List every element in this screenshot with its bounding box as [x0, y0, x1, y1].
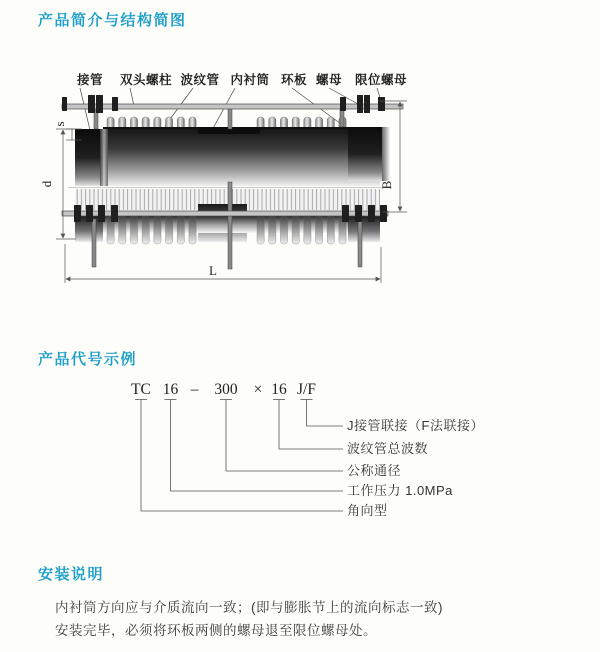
- dim-d-lines: [56, 129, 76, 239]
- left-pipe-end: [75, 129, 103, 186]
- weld-seam: [100, 129, 108, 186]
- dim-label-s: s: [52, 121, 67, 127]
- right-end-shading: [382, 127, 390, 181]
- structure-diagram: [30, 64, 420, 292]
- part-label-limit-nut: 限位螺母: [354, 73, 408, 87]
- dim-label-B: B: [379, 180, 394, 190]
- intro-section-title: 产品简介与结构简图: [38, 12, 187, 29]
- expansion-joint-drawing: [30, 64, 420, 292]
- code-leader-lines: [135, 400, 343, 512]
- install-line-flow-direction: 内衬筒方向应与介质流向一致；(即与膨胀节上的流向标志一致): [55, 600, 443, 615]
- legend-wave-count: 波纹管总波数: [347, 441, 429, 456]
- code-breakdown-drawing: [118, 378, 490, 530]
- dim-l-lines: [65, 244, 381, 283]
- code-part-times: ×: [253, 381, 263, 398]
- joint-body: [103, 129, 380, 186]
- right-pipe-end: [348, 127, 382, 181]
- legend-working-pressure: 工作压力 1.0MPa: [347, 483, 453, 498]
- code-part-pressure: 16: [162, 381, 179, 398]
- install-instructions: [55, 596, 535, 642]
- code-part-dash: –: [190, 381, 199, 398]
- code-part-connection: J/F: [297, 381, 316, 398]
- legend-angular-type: 角向型: [347, 503, 388, 518]
- code-part-diameter: 300: [214, 381, 238, 398]
- install-line-nut-position: 安装完毕，必须将环板两侧的螺母退至限位螺母处。: [55, 623, 377, 638]
- lower-tie-rod: [62, 211, 388, 216]
- code-section-title: 产品代号示例: [38, 351, 138, 368]
- part-label-liner: 内衬筒: [230, 73, 270, 87]
- code-part-waves: 16: [271, 381, 287, 398]
- part-label-pipe: 接管: [76, 73, 104, 87]
- install-section-title: 安装说明: [38, 566, 105, 583]
- product-code-diagram: [118, 378, 490, 530]
- part-label-ring-plate: 环板: [280, 73, 308, 87]
- code-part-type: TC: [131, 381, 151, 398]
- part-label-bellows: 波纹管: [180, 73, 220, 87]
- legend-connection-type: J接管联接（F法联接）: [347, 418, 484, 433]
- dim-label-L: L: [209, 263, 217, 278]
- lower-right-pipe-end: [348, 216, 380, 242]
- part-label-stud: 双头螺柱: [119, 73, 173, 87]
- legend-nominal-diameter: 公称通径: [347, 463, 402, 478]
- part-label-nut: 螺母: [315, 73, 343, 87]
- dim-label-d: d: [39, 180, 54, 188]
